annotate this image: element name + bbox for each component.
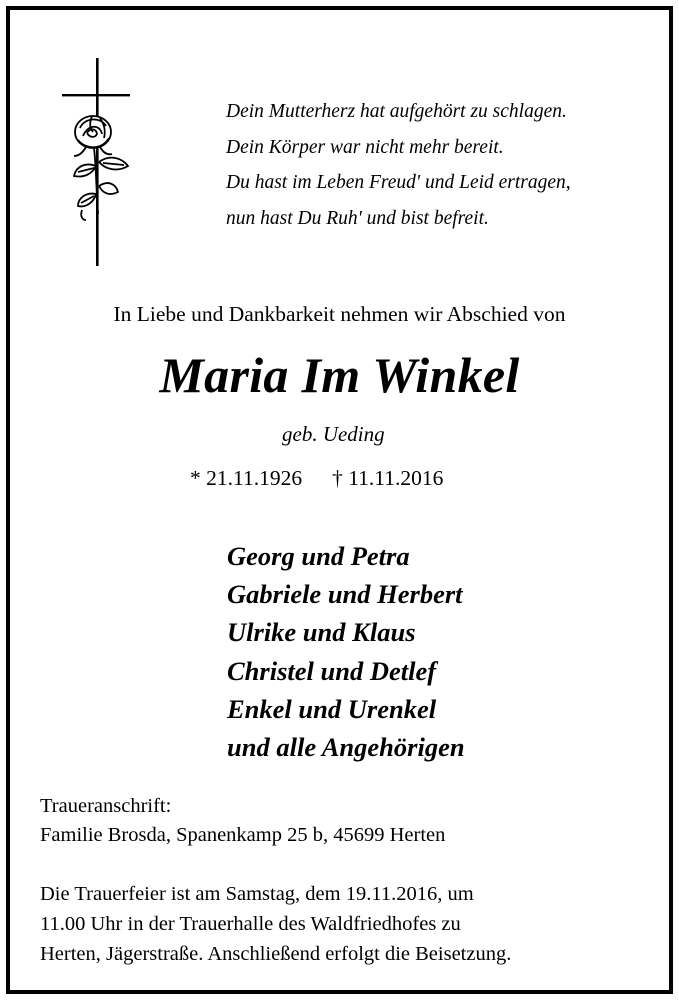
obituary-frame: [6, 6, 673, 994]
address-line: Familie Brosda, Spanenkamp 25 b, 45699 Herten: [40, 824, 446, 846]
poem-line: Du hast im Leben Freud' und Leid ertragen,: [226, 172, 571, 193]
birth-date: * 21.11.1926: [190, 466, 303, 490]
life-dates: [190, 466, 443, 491]
mourning-address: [40, 792, 445, 850]
family-member: Georg und Petra: [227, 541, 410, 571]
maiden-name: geb. Ueding: [282, 422, 385, 446]
poem: [226, 94, 666, 236]
intro-text: In Liebe und Dankbarkeit nehmen wir Abschied von: [113, 302, 566, 326]
ceremony-line: Die Trauerfeier ist am Samstag, dem 19.11.2016, um: [40, 883, 474, 905]
poem-line: Dein Mutterherz hat aufgehört zu schlagen.: [226, 101, 567, 122]
poem-line: nun hast Du Ruh' und bist befreit.: [226, 207, 489, 229]
ceremony-info: [40, 879, 511, 969]
family-member: Gabriele und Herbert: [227, 579, 463, 610]
cross-with-rose-icon: [56, 54, 140, 268]
ceremony-line: 11.00 Uhr in der Trauerhalle des Waldfriedhofes zu: [40, 913, 461, 935]
ceremony-line: Herten, Jägerstraße. Anschließend erfolgt die Beisetzung.: [40, 943, 512, 965]
family-member: und alle Angehörigen: [227, 732, 465, 763]
death-date: † 11.11.2016: [332, 466, 444, 490]
deceased-name: Maria Im Winkel: [159, 347, 520, 403]
family-member: Ulrike und Klaus: [227, 617, 416, 648]
family-member: Christel und Detlef: [227, 655, 437, 686]
address-label: Traueranschrift:: [40, 795, 172, 817]
family-member: Enkel und Urenkel: [227, 693, 437, 724]
family-list: [227, 537, 465, 766]
poem-line: Dein Körper war nicht mehr bereit.: [226, 136, 504, 158]
